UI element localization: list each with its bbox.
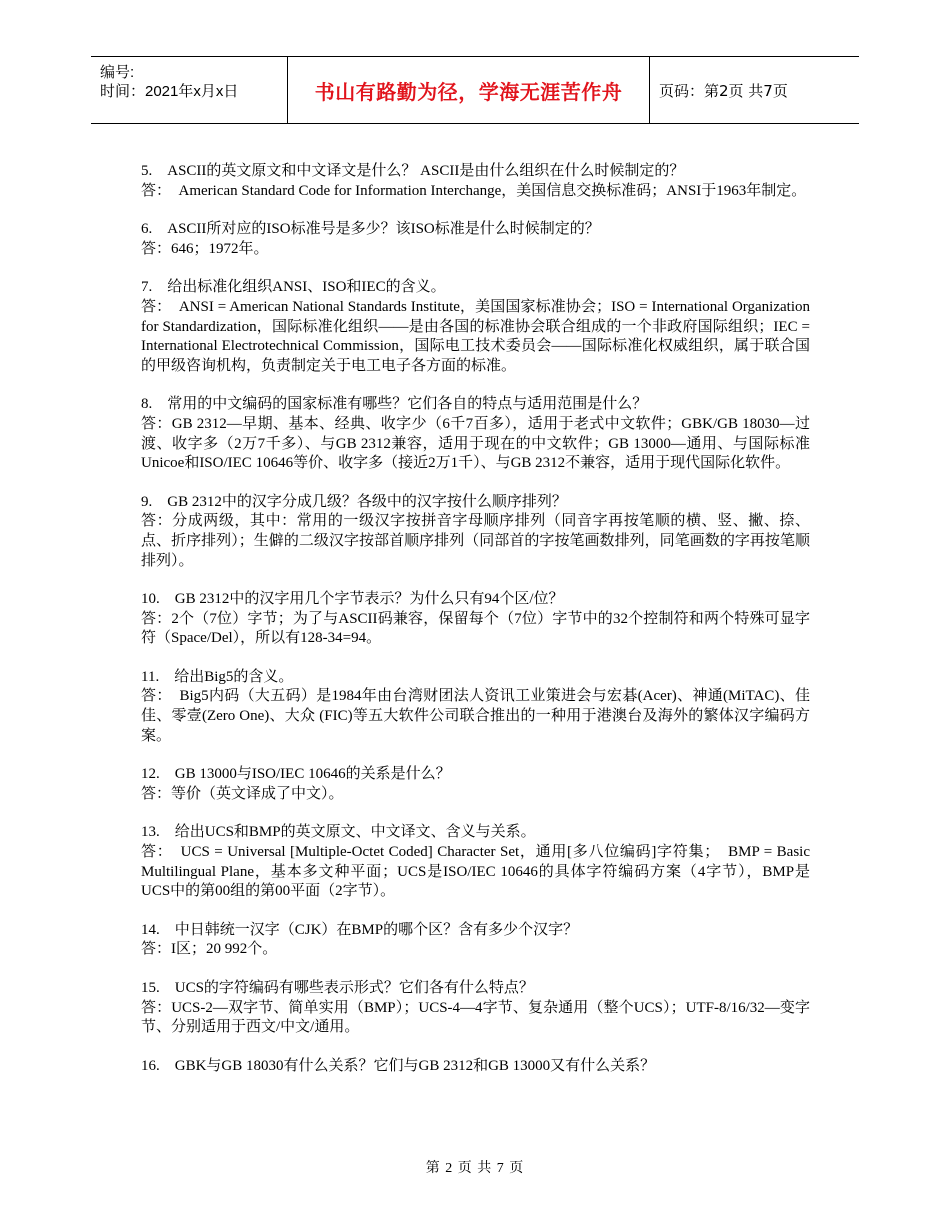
answer: 答：分成两级，其中：常用的一级汉字按拼音字母顺序排列（同音字再按笔顺的横、竖、撇、捺、点、折序排列）；生僻的二级汉字按部首顺序排列（同部首的字按笔画数排列，同笔画数的字再按笔顺排列）。 — [141, 513, 810, 569]
question: 6. ASCII所对应的ISO标准号是多少？该ISO标准是什么时候制定的？ — [141, 221, 600, 238]
answer: 答： American Standard Code for Information Interchange，美国信息交换标准码；ANSI于1963年制定。 — [141, 182, 807, 199]
question: 16. GBK与GB 18030有什么关系？它们与GB 2312和GB 13000又有什么关系？ — [141, 1057, 656, 1074]
header-page-info: 页码：第2页 共7页 — [659, 81, 788, 100]
header-meta — [91, 57, 287, 123]
answer: 答： ANSI = American National Standards Institute，美国国家标准协会；ISO = International Organization for Standardization，国际标准化组织——是由各国的标准协会联合组成的一个非政府国际组织；IEC = International Electrotechnical Commission，国际电工技术委员会——国际标准化权威组织，属于联合国的甲级咨询机构，负责制定关于电工电子各方面的标准。 — [141, 298, 810, 374]
answer: 答： Big5内码（大五码）是1984年由台湾财团法人资讯工业策进会与宏碁(Acer)、神通(MiTAC)、佳佳、零壹(Zero One)、大众 (FIC)等五大软件公司联合推出的一种用于港澳台及海外的繁体汉字编码方案。 — [141, 688, 810, 744]
number-label: 编号: — [100, 64, 135, 81]
qa-item — [141, 765, 810, 804]
time-label: 时间：2021年x月x日 — [100, 83, 239, 100]
question: 5. ASCII的英文原文和中文译文是什么？ ASCII是由什么组织在什么时候制定的？ — [141, 163, 685, 179]
qa-item — [141, 220, 810, 259]
question: 10. GB 2312中的汉字用几个字节表示？为什么只有94个区/位？ — [141, 591, 564, 608]
answer: 答：I区；20 992个。 — [141, 941, 278, 958]
page-footer: 第 2 页 共 7 页 — [425, 1161, 525, 1176]
qa-item — [141, 1057, 810, 1077]
answer: 答：2个（7位）字节；为了与ASCII码兼容，保留每个（7位）字节中的32个控制符和两个特殊可显字符（Space/Del），所以有128-34=94。 — [141, 610, 810, 647]
question: 13. 给出UCS和BMP的英文原文、中文译文、含义与关系。 — [141, 824, 536, 841]
answer: 答：等价（英文译成了中文）。 — [141, 785, 344, 802]
question: 7. 给出标准化组织ANSI、ISO和IEC的含义。 — [141, 279, 446, 296]
qa-item — [141, 395, 810, 473]
question: 14. 中日韩统一汉字（CJK）在BMP的哪个区？含有多少个汉字？ — [141, 921, 579, 938]
question: 9. GB 2312中的汉字分成几级？各级中的汉字按什么顺序排列？ — [141, 493, 567, 510]
question: 11. 给出Big5的含义。 — [141, 668, 294, 685]
page-header — [91, 56, 859, 124]
qa-item — [141, 278, 810, 376]
qa-item — [141, 979, 810, 1038]
qa-item — [141, 823, 810, 901]
header-motto: 书山有路勤为径，学海无涯苦作舟 — [287, 57, 650, 123]
answer: 答：GB 2312—早期、基本、经典、收字少（6千7百多），适用于老式中文软件；GBK/GB 18030—过渡、收字多（2万7千多）、与GB 2312兼容，适用于现在的中文软件；GB 13000—通用、与国际标准Unicoe和ISO/IEC 10646等价、收字多（接近2万1千）、与GB 2312不兼容，适用于现代国际化软件。 — [141, 415, 810, 472]
answer: 答： UCS = Universal [Multiple-Octet Coded] Character Set，通用[多八位编码]字符集； BMP = Basic Multilingual Plane，基本多文种平面；UCS是ISO/IEC 10646的具体字符编码方案（4字节），BMP是UCS中的第00组的第00平面（2字节）。 — [141, 844, 810, 900]
question: 12. GB 13000与ISO/IEC 10646的关系是什么？ — [141, 766, 451, 783]
qa-item — [141, 590, 810, 649]
qa-list — [141, 162, 810, 1095]
question: 8. 常用的中文编码的国家标准有哪些？它们各自的特点与适用范围是什么？ — [141, 396, 648, 413]
answer: 答：UCS-2—双字节、简单实用（BMP）；UCS-4—4字节、复杂通用（整个UCS）；UTF-8/16/32—变字节、分别适用于西文/中文/通用。 — [141, 999, 810, 1036]
question: 15. UCS的字符编码有哪些表示形式？它们各有什么特点？ — [141, 980, 534, 996]
qa-item — [141, 668, 810, 746]
qa-item — [141, 921, 810, 960]
qa-item — [141, 162, 810, 201]
answer: 答：646；1972年。 — [141, 240, 269, 257]
qa-item — [141, 493, 810, 571]
